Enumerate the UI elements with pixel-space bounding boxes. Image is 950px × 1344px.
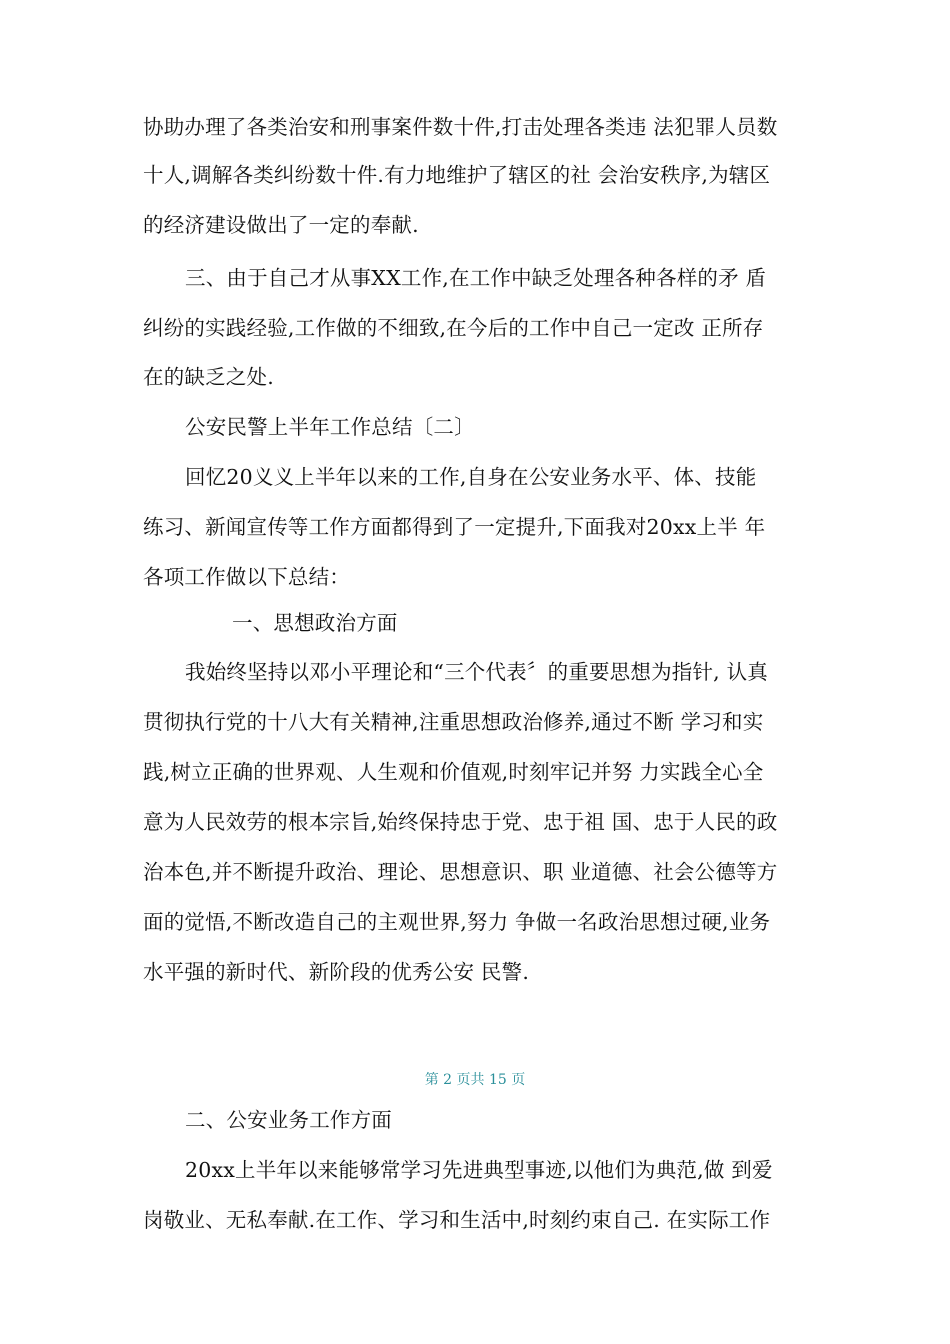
paragraph-line: 纠纷的实践经验,工作做的不细致,在今后的工作中自己一定改 正所存 [143,316,764,340]
paragraph-line: 十人,调解各类纠纷数十件.有力地维护了辖区的社 会治安秩序,为辖区 [143,163,771,187]
paragraph-line: 的经济建设做出了一定的奉献. [143,213,419,237]
paragraph-line: 在的缺乏之处. [143,365,274,389]
paragraph-line: 践,树立正确的世界观、人生观和价值观,时刻牢记并努 力实践全心全 [143,760,764,784]
paragraph-line: 我始终坚持以邓小平理论和“三个代表〞的重要思想为指针, 认真 [185,660,769,684]
subsection-heading: 一、思想政治方面 [232,611,398,635]
paragraph-line: 贯彻执行党的十八大有关精神,注重思想政治修养,通过不断 学习和实 [143,710,764,734]
paragraph-line: 面的觉悟,不断改造自己的主观世界,努力 争做一名政治思想过硬,业务 [143,910,771,934]
page-footer: 第 2 页共 15 页 [424,1072,526,1088]
paragraph-line: 20xx上半年以来能够常学习先进典型事迹,以他们为典范,做 到爱 [185,1158,773,1182]
subsection-heading: 二、公安业务工作方面 [185,1108,392,1132]
paragraph-line: 意为人民效劳的根本宗旨,始终保持忠于党、忠于祖 国、忠于人民的政 [143,810,778,834]
section-heading: 公安民警上半年工作总结〔二〕 [185,415,475,439]
paragraph-line: 协助办理了各类治安和刑事案件数十件,打击处理各类违 法犯罪人员数 [143,115,778,139]
paragraph-line: 练习、新闻宣传等工作方面都得到了一定提升,下面我对20xx上半 年 [143,515,766,539]
paragraph-line: 三、由于自己才从事XX工作,在工作中缺乏处理各种各样的矛 盾 [185,266,767,290]
paragraph-line: 岗敬业、无私奉献.在工作、学习和生活中,时刻约束自己. 在实际工作 [143,1208,771,1232]
paragraph-line: 回忆20义义上半年以来的工作,自身在公安业务水平、体、技能 [185,465,757,489]
paragraph-line: 水平强的新时代、新阶段的优秀公安 民警. [143,960,530,984]
paragraph-line: 治本色,并不断提升政治、理论、思想意识、职 业道德、社会公德等方 [143,860,778,884]
paragraph-line: 各项工作做以下总结： [143,565,350,589]
